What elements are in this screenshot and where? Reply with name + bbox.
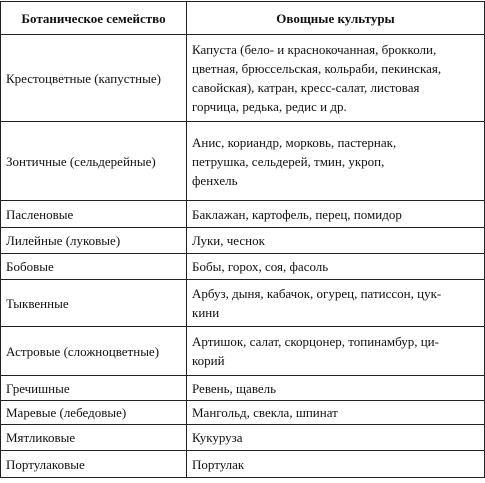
crops-line: Мангольд, свекла, шпинат [192,405,338,420]
family-cell: Крестоцветные (капустные) [1,35,187,122]
table-row [1,228,485,254]
crops-line: фенхель [192,172,238,188]
table-row [1,327,485,376]
crops-cell [187,254,485,280]
table-row [1,376,485,401]
crops-cell [187,280,485,327]
crops-line: Бобы, горох, соя, фасоль [192,259,329,274]
header-family: Ботаническое семейство [1,2,187,35]
table-header-row [1,2,485,35]
family-cell: Гречишные [1,376,187,401]
crops-cell [187,425,485,451]
crops-line: Анис, кориандр, морковь, пастернак, [192,134,397,150]
vegetable-families-table [0,1,485,478]
table-row [1,401,485,425]
crops-line: корий [192,353,225,368]
crops-cell [187,327,485,376]
crops-cell [187,122,485,201]
family-cell: Лилейные (луковые) [1,228,187,254]
table-body [1,35,485,478]
family-cell: Пасленовые [1,201,187,228]
crops-line: горчица, редька, редис и др. [192,99,347,114]
crops-cell [187,228,485,254]
crops-cell [187,401,485,425]
table-row [1,35,485,122]
crops-cell [187,35,485,122]
crops-cell [187,376,485,401]
crops-cell [187,451,485,478]
table-row [1,122,485,201]
crops-line: кини [192,305,220,320]
family-cell: Маревые (лебедовые) [1,401,187,425]
header-crops: Овощные культуры [187,2,485,35]
crops-line: петрушка, сельдерей, тмин, укроп, [192,153,385,169]
crops-line: Баклажан, картофель, перец, помидор [192,206,402,222]
crops-cell [187,201,485,228]
crops-line: Артишок, салат, скорцонер, топинамбур, ци- [192,334,439,349]
family-cell: Мятликовые [1,425,187,451]
crops-line: цветная, брюссельская, кольраби, пекинская, [192,61,442,76]
crops-line: Луки, чеснок [192,233,265,248]
crops-line: Портулак [192,456,245,472]
table-row [1,254,485,280]
table-row [1,280,485,327]
family-cell: Бобовые [1,254,187,280]
family-cell: Тыквенные [1,280,187,327]
table-row [1,451,485,478]
crops-line: Кукуруза [192,430,243,445]
table-row [1,201,485,228]
family-cell: Астровые (сложноцветные) [1,327,187,376]
crops-line: Ревень, щавель [192,380,277,396]
table-row [1,425,485,451]
crops-line: Капуста (бело- и краснокочанная, брокколи, [192,42,437,57]
crops-line: савойская), катран, кресс-салат, листовая [192,80,420,95]
crops-line: Арбуз, дыня, кабачок, огурец, патиссон, цук- [192,286,442,301]
family-cell: Зонтичные (сельдерейные) [1,122,187,201]
family-cell: Портулаковые [1,451,187,478]
